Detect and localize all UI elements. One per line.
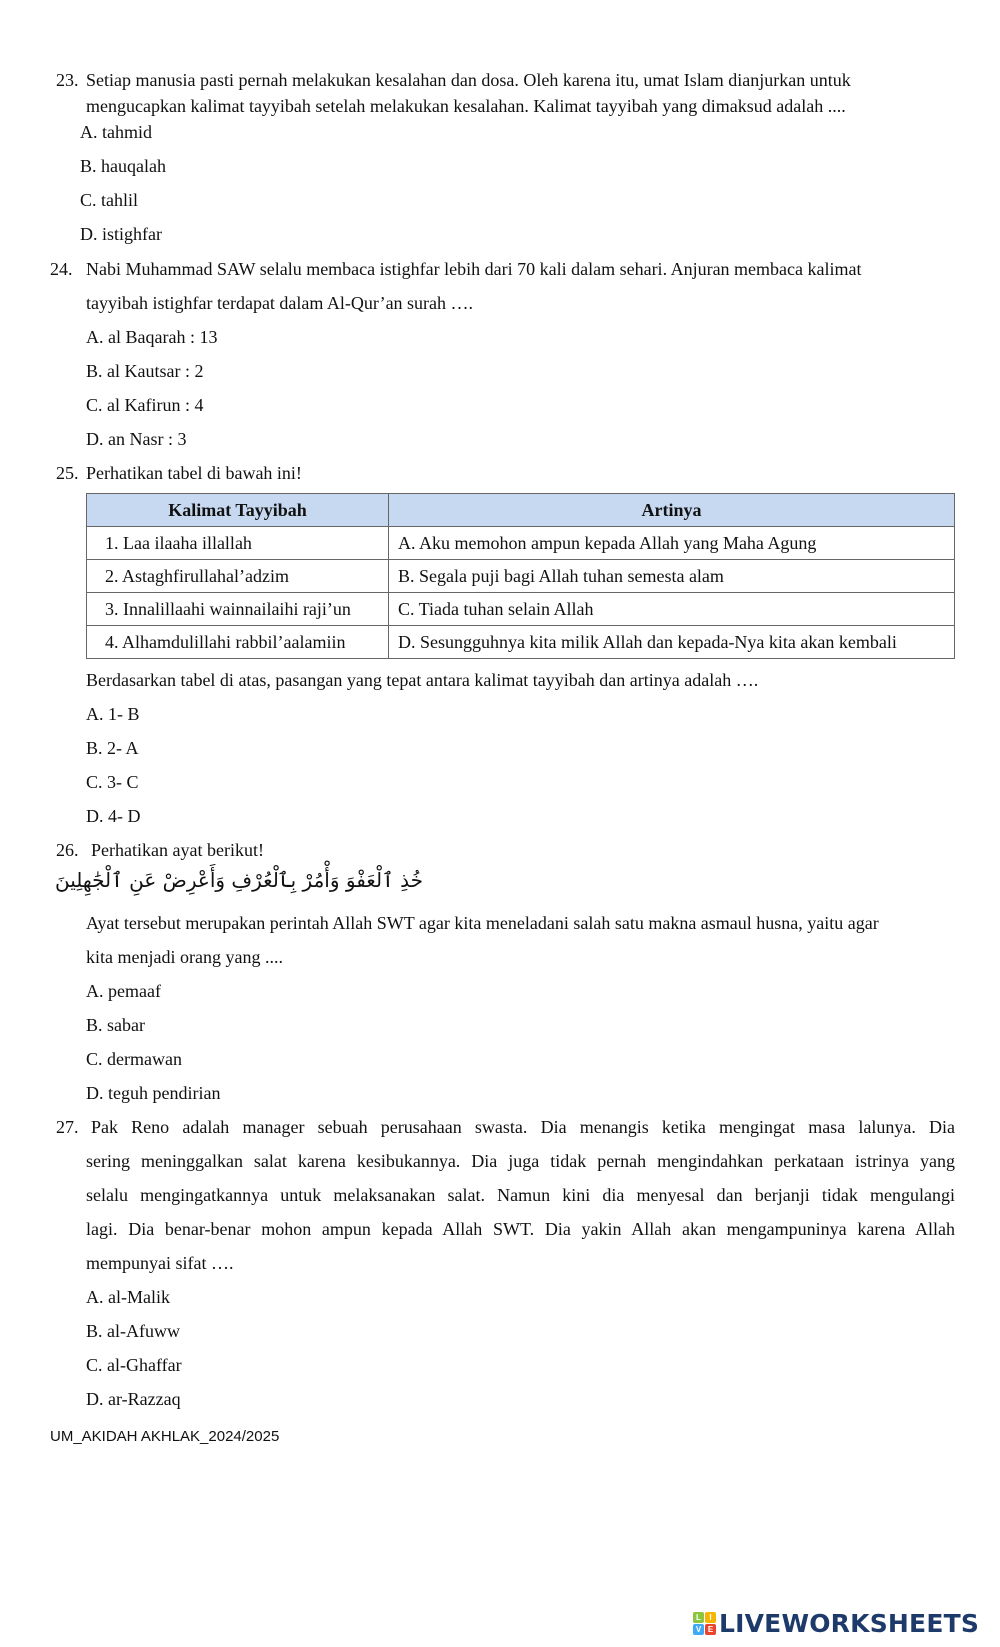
table-cell: A. Aku memohon ampun kepada Allah yang Maha Agung: [389, 527, 955, 560]
table-cell: C. Tiada tuhan selain Allah: [389, 593, 955, 626]
kalimat-tayyibah-table: [86, 493, 955, 659]
answer-option-a[interactable]: A. al-Malik: [86, 1287, 170, 1307]
answer-option-c[interactable]: C. dermawan: [86, 1049, 182, 1069]
answer-option-a[interactable]: A. al Baqarah : 13: [86, 327, 218, 347]
question-text-line: Ayat tersebut merupakan perintah Allah SWT agar kita meneladani salah satu makna asmaul husna, yaitu agar: [86, 913, 879, 933]
table-row: [87, 626, 955, 659]
question-text-line: tayyibah istighfar terdapat dalam Al-Qur’an surah ….: [86, 293, 474, 313]
answer-option-d[interactable]: D. 4- D: [86, 806, 141, 826]
table-header-cell: Kalimat Tayyibah: [87, 494, 389, 527]
question-number: 26.: [56, 840, 79, 860]
answer-option-b[interactable]: B. al Kautsar : 2: [86, 361, 204, 381]
table-cell: 4. Alhamdulillahi rabbil’aalamiin: [87, 626, 389, 659]
table-cell: D. Sesungguhnya kita milik Allah dan kepada-Nya kita akan kembali: [389, 626, 955, 659]
answer-option-a[interactable]: A. 1- B: [86, 704, 140, 724]
liveworksheets-logo[interactable]: [693, 1608, 979, 1638]
question-intro: Perhatikan tabel di bawah ini!: [86, 463, 302, 483]
answer-option-c[interactable]: C. 3- C: [86, 772, 139, 792]
logo-tile-v: V: [693, 1624, 704, 1635]
question-number: 27.: [56, 1117, 79, 1137]
table-row: [87, 527, 955, 560]
answer-option-d[interactable]: D. ar-Razzaq: [86, 1389, 181, 1409]
question-text-line: Setiap manusia pasti pernah melakukan kesalahan dan dosa. Oleh karena itu, umat Islam dianjurkan untuk: [86, 70, 851, 90]
table-cell: 3. Innalillaahi wainnailaihi raji’un: [87, 593, 389, 626]
question-text-line: mengucapkan kalimat tayyibah setelah melakukan kesalahan. Kalimat tayyibah yang dimaksud adalah ....: [86, 96, 846, 116]
question-text-line: selalu mengingatkannya untuk melaksanakan salat. Namun kini dia menyesal dan berjanji tidak mengulangi: [86, 1185, 955, 1205]
question-number: 25.: [56, 463, 79, 483]
table-cell: B. Segala puji bagi Allah tuhan semesta alam: [389, 560, 955, 593]
table-header-row: [87, 494, 955, 527]
answer-option-c[interactable]: C. al Kafirun : 4: [86, 395, 204, 415]
logo-icon: [693, 1612, 716, 1635]
table-cell: 1. Laa ilaaha illallah: [87, 527, 389, 560]
logo-tile-i: I: [705, 1612, 716, 1623]
answer-option-b[interactable]: B. 2- A: [86, 738, 139, 758]
answer-option-d[interactable]: D. an Nasr : 3: [86, 429, 187, 449]
answer-option-c[interactable]: C. tahlil: [80, 190, 138, 210]
answer-option-b[interactable]: B. sabar: [86, 1015, 145, 1035]
logo-wordmark: LIVEWORKSHEETS: [719, 1608, 980, 1638]
table-header-cell: Artinya: [389, 494, 955, 527]
question-text-line: Berdasarkan tabel di atas, pasangan yang tepat antara kalimat tayyibah dan artinya adalah ….: [86, 670, 759, 690]
question-number: 23.: [56, 70, 79, 90]
answer-option-b[interactable]: B. al-Afuww: [86, 1321, 180, 1341]
document-footer: UM_AKIDAH AKHLAK_2024/2025: [50, 1428, 280, 1445]
answer-option-b[interactable]: B. hauqalah: [80, 156, 166, 176]
quran-verse: خُذِ ٱلْعَفْوَ وَأْمُرْ بِٱلْعُرْفِ وَأَعْرِضْ عَنِ ٱلْجَٰهِلِينَ: [54, 868, 423, 892]
table-row: [87, 560, 955, 593]
table-row: [87, 593, 955, 626]
question-text-line: lagi. Dia benar-benar mohon ampun kepada Allah SWT. Dia yakin Allah akan mengampuninya karena Allah: [86, 1219, 955, 1239]
answer-option-a[interactable]: A. pemaaf: [86, 981, 161, 1001]
answer-option-d[interactable]: D. istighfar: [80, 224, 162, 244]
question-text-line: Nabi Muhammad SAW selalu membaca istighfar lebih dari 70 kali dalam sehari. Anjuran membaca kalimat: [86, 259, 862, 279]
answer-option-a[interactable]: A. tahmid: [80, 122, 152, 142]
question-intro: Perhatikan ayat berikut!: [91, 840, 264, 860]
question-text-line: kita menjadi orang yang ....: [86, 947, 283, 967]
question-text-line: mempunyai sifat ….: [86, 1253, 234, 1273]
answer-option-d[interactable]: D. teguh pendirian: [86, 1083, 221, 1103]
logo-tile-l: L: [693, 1612, 704, 1623]
question-text-line: Pak Reno adalah manager sebuah perusahaan swasta. Dia menangis ketika mengingat masa lalunya. Dia: [91, 1117, 955, 1137]
table-cell: 2. Astaghfirullahal’adzim: [87, 560, 389, 593]
answer-option-c[interactable]: C. al-Ghaffar: [86, 1355, 182, 1375]
logo-tile-e: E: [705, 1624, 716, 1635]
question-text-line: sering meninggalkan salat karena kesibukannya. Dia juga tidak pernah mengindahkan perkataan istrinya yang: [86, 1151, 955, 1171]
question-number: 24.: [50, 259, 73, 279]
